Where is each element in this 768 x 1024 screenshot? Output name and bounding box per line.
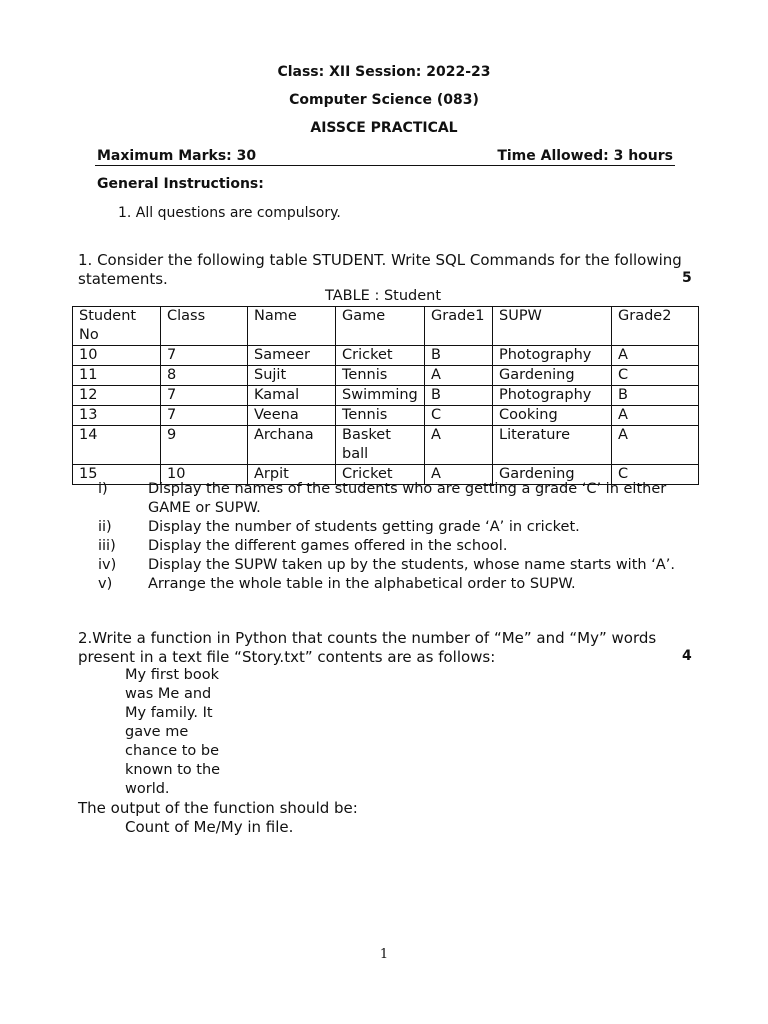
header-cell: SUPW	[493, 307, 612, 346]
table-cell: A	[425, 366, 493, 386]
header-cell: Class	[161, 307, 248, 346]
table-cell: 10	[73, 346, 161, 366]
instruction-item: 1. All questions are compulsory.	[118, 205, 341, 221]
table-cell: Tennis	[336, 406, 425, 426]
table-cell: A	[612, 346, 699, 366]
story-line: known to the	[125, 762, 221, 778]
story-line: world.	[125, 781, 170, 797]
q2-marks: 4	[682, 648, 692, 664]
table-cell: 12	[73, 386, 161, 406]
table-cell: Photography	[493, 386, 612, 406]
student-table	[72, 306, 699, 485]
subquestion-number: iii)	[98, 538, 116, 554]
table-header-row	[73, 307, 699, 346]
table-row	[73, 346, 699, 366]
subquestion-text: Arrange the whole table in the alphabetical order to SUPW.	[148, 576, 576, 592]
q1-text-line2: statements.	[78, 270, 168, 288]
page-number: 1	[379, 947, 389, 962]
table-row	[73, 406, 699, 426]
story-line: gave me	[125, 724, 189, 740]
story-line: My family. It	[125, 705, 213, 721]
q1-marks: 5	[682, 270, 692, 286]
table-cell: 8	[161, 366, 248, 386]
table-cell: C	[425, 406, 493, 426]
table-cell: A	[425, 465, 493, 485]
marks-time-row	[95, 147, 675, 166]
table-row	[73, 386, 699, 406]
table-cell: Kamal	[248, 386, 336, 406]
table-cell: Cricket	[336, 346, 425, 366]
q1-text-line1: 1. Consider the following table STUDENT. Write SQL Commands for the following	[78, 251, 682, 269]
table-cell: 7	[161, 346, 248, 366]
table-cell: Tennis	[336, 366, 425, 386]
table-cell: Arpit	[248, 465, 336, 485]
table-cell: A	[612, 426, 699, 465]
story-line: chance to be	[125, 743, 220, 759]
table-cell: Photography	[493, 346, 612, 366]
table-cell: Cooking	[493, 406, 612, 426]
subquestion-number: v)	[98, 576, 113, 592]
subquestion-text: Display the SUPW taken up by the students, whose name starts with ‘A’.	[148, 557, 675, 573]
table-cell: C	[612, 366, 699, 386]
table-cell: A	[425, 426, 493, 465]
general-instructions-heading: General Instructions:	[97, 176, 264, 192]
output-value: Count of Me/My in file.	[125, 818, 294, 836]
time-allowed: Time Allowed: 3 hours	[497, 148, 673, 164]
subquestion-text: Display the number of students getting grade ‘A’ in cricket.	[148, 519, 580, 535]
subquestion-text: Display the different games offered in the school.	[148, 538, 508, 554]
table-cell: C	[612, 465, 699, 485]
story-line: was Me and	[125, 686, 212, 702]
table-title: TABLE : Student	[325, 288, 442, 304]
subquestion-text: GAME or SUPW.	[148, 500, 261, 516]
table-cell: B	[425, 386, 493, 406]
header-cell: Game	[336, 307, 425, 346]
subquestion-number: i)	[98, 481, 108, 497]
table-cell: Veena	[248, 406, 336, 426]
header-cell: Grade2	[612, 307, 699, 346]
story-line: My first book	[125, 667, 219, 683]
header-cell: Name	[248, 307, 336, 346]
table-cell: B	[425, 346, 493, 366]
header-cell: Student No	[73, 307, 161, 346]
table-cell: A	[612, 406, 699, 426]
table-cell: 13	[73, 406, 161, 426]
class-session-heading: Class: XII Session: 2022-23	[277, 64, 491, 80]
subquestion-number: iv)	[98, 557, 117, 573]
table-row	[73, 426, 699, 465]
subject-heading: Computer Science (083)	[289, 92, 479, 108]
subquestion-text: Display the names of the students who are getting a grade ‘C’ in either	[148, 481, 667, 497]
table-cell: 15	[73, 465, 161, 485]
story-file-contents	[125, 666, 220, 799]
q2-text-line1: 2.Write a function in Python that counts the number of “Me” and “My” words	[78, 629, 657, 647]
table-cell: Swimming	[336, 386, 425, 406]
table-row	[73, 366, 699, 386]
header-cell: Grade1	[425, 307, 493, 346]
subquestion-number: ii)	[98, 519, 112, 535]
table-cell: 9	[161, 426, 248, 465]
table-cell: 7	[161, 406, 248, 426]
table-cell: 11	[73, 366, 161, 386]
table-cell: 10	[161, 465, 248, 485]
table-cell: Gardening	[493, 465, 612, 485]
table-cell: Sameer	[248, 346, 336, 366]
table-cell: Basket ball	[336, 426, 425, 465]
table-cell: B	[612, 386, 699, 406]
output-label: The output of the function should be:	[78, 799, 358, 817]
exam-heading: AISSCE PRACTICAL	[310, 120, 458, 136]
table-cell: 14	[73, 426, 161, 465]
table-cell: Literature	[493, 426, 612, 465]
table-cell: 7	[161, 386, 248, 406]
maximum-marks: Maximum Marks: 30	[97, 148, 257, 164]
table-cell: Sujit	[248, 366, 336, 386]
table-cell: Gardening	[493, 366, 612, 386]
table-cell: Archana	[248, 426, 336, 465]
table-cell: Cricket	[336, 465, 425, 485]
q2-text-line2: present in a text file “Story.txt” contents are as follows:	[78, 648, 496, 666]
